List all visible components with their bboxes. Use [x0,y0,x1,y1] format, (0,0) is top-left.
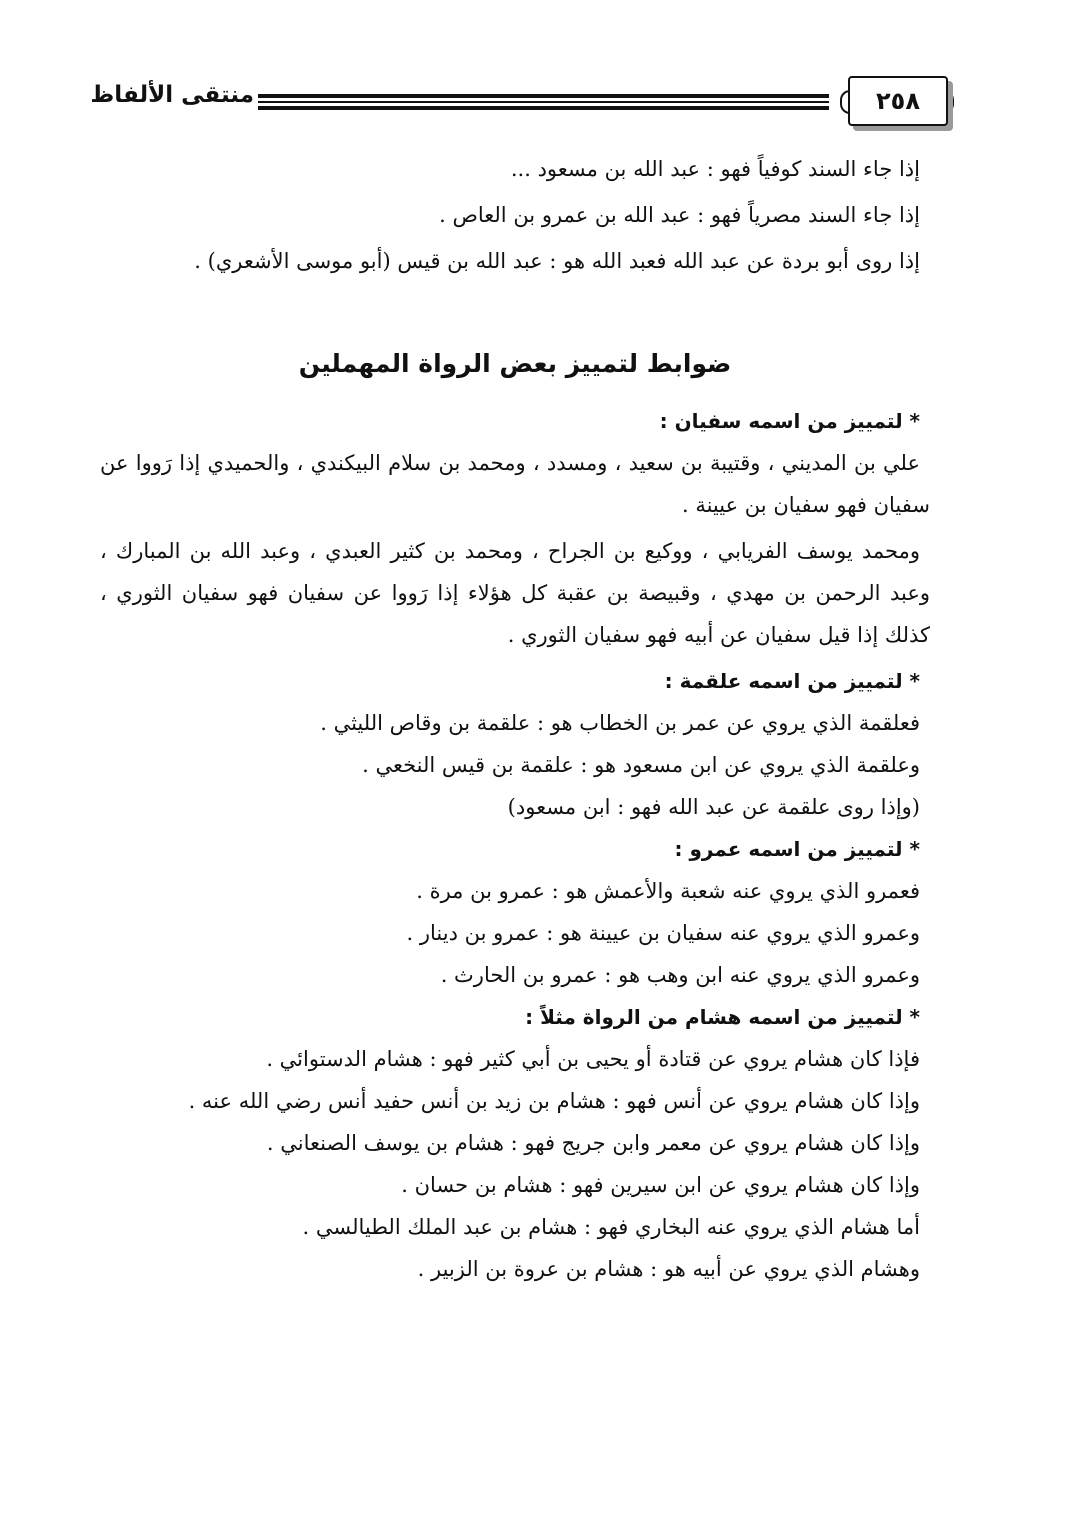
hisham-line: أما هشام الذي يروي عنه البخاري فهو : هشام بن عبد الملك الطيالسي . [302,1215,920,1239]
intro-line: إذا جاء السند مصرياً فهو : عبد الله بن عمرو بن العاص . [439,203,920,227]
header-rule [258,101,829,103]
alqama-line: وعلقمة الذي يروي عن ابن مسعود هو : علقمة بن قيس النخعي . [362,753,920,777]
hisham-line: وإذا كان هشام يروي عن معمر وابن جريج فهو : هشام بن يوسف الصنعاني . [266,1131,920,1155]
hisham-line: وهشام الذي يروي عن أبيه هو : هشام بن عروة بن الزبير . [417,1257,920,1281]
running-title: منتقى الألفاظ [90,82,254,108]
intro-block [100,146,930,284]
sufyan-paragraph: علي بن المديني ، وقتيبة بن سعيد ، ومسدد ، ومحمد بن سلام البيكندي ، والحميدي إذا رَووا عن سفيان فهو سفيان بن عيينة . [100,451,930,517]
header-rule [258,94,829,98]
amr-line: فعمرو الذي يروي عنه شعبة والأعمش هو : عمرو بن مرة . [416,879,920,903]
hisham-heading: * لتمييز من اسمه هشام من الرواة مثلاً : [525,1005,920,1029]
intro-line: إذا روى أبو بردة عن عبد الله فعبد الله هو : عبد الله بن قيس (أبو موسى الأشعري) . [194,249,920,273]
intro-line: إذا جاء السند كوفياً فهو : عبد الله بن مسعود ... [510,157,920,181]
hisham-line: وإذا كان هشام يروي عن ابن سيرين فهو : هشام بن حسان . [401,1173,920,1197]
header-rule [258,106,829,110]
page-body [100,146,930,1290]
amr-heading: * لتمييز من اسمه عمرو : [674,837,920,861]
page-header [0,0,1075,140]
alqama-line: (وإذا روى علقمة عن عبد الله فهو : ابن مسعود) [507,795,920,819]
hisham-line: فإذا كان هشام يروي عن قتادة أو يحيى بن أبي كثير فهو : هشام الدستوائي . [266,1047,920,1071]
amr-line: وعمرو الذي يروي عنه ابن وهب هو : عمرو بن الحارث . [440,963,920,987]
page-number: ٢٥٨ [848,76,948,126]
sufyan-paragraph: ومحمد يوسف الفريابي ، ووكيع بن الجراح ، ومحمد بن كثير العبدي ، وعبد الله بن المبارك ، وعبد الرحمن بن مهدي ، وقبيصة بن عقبة كل هؤلاء إذا رَووا عن سفيان فهو سفيان الثوري ، كذلك إذا قيل سفيان عن أبيه فهو سفيان الثوري . [100,539,930,647]
amr-line: وعمرو الذي يروي عنه سفيان بن عيينة هو : عمرو بن دينار . [406,921,920,945]
sufyan-heading: * لتمييز من اسمه سفيان : [659,409,920,433]
section-title: ضوابط لتمييز بعض الرواة المهملين [298,349,732,378]
hisham-line: وإذا كان هشام يروي عن أنس فهو : هشام بن زيد بن أنس حفيد أنس رضي الله عنه . [188,1089,920,1113]
alqama-line: فعلقمة الذي يروي عن عمر بن الخطاب هو : علقمة بن وقاص الليثي . [320,711,920,735]
alqama-heading: * لتمييز من اسمه علقمة : [664,669,920,693]
